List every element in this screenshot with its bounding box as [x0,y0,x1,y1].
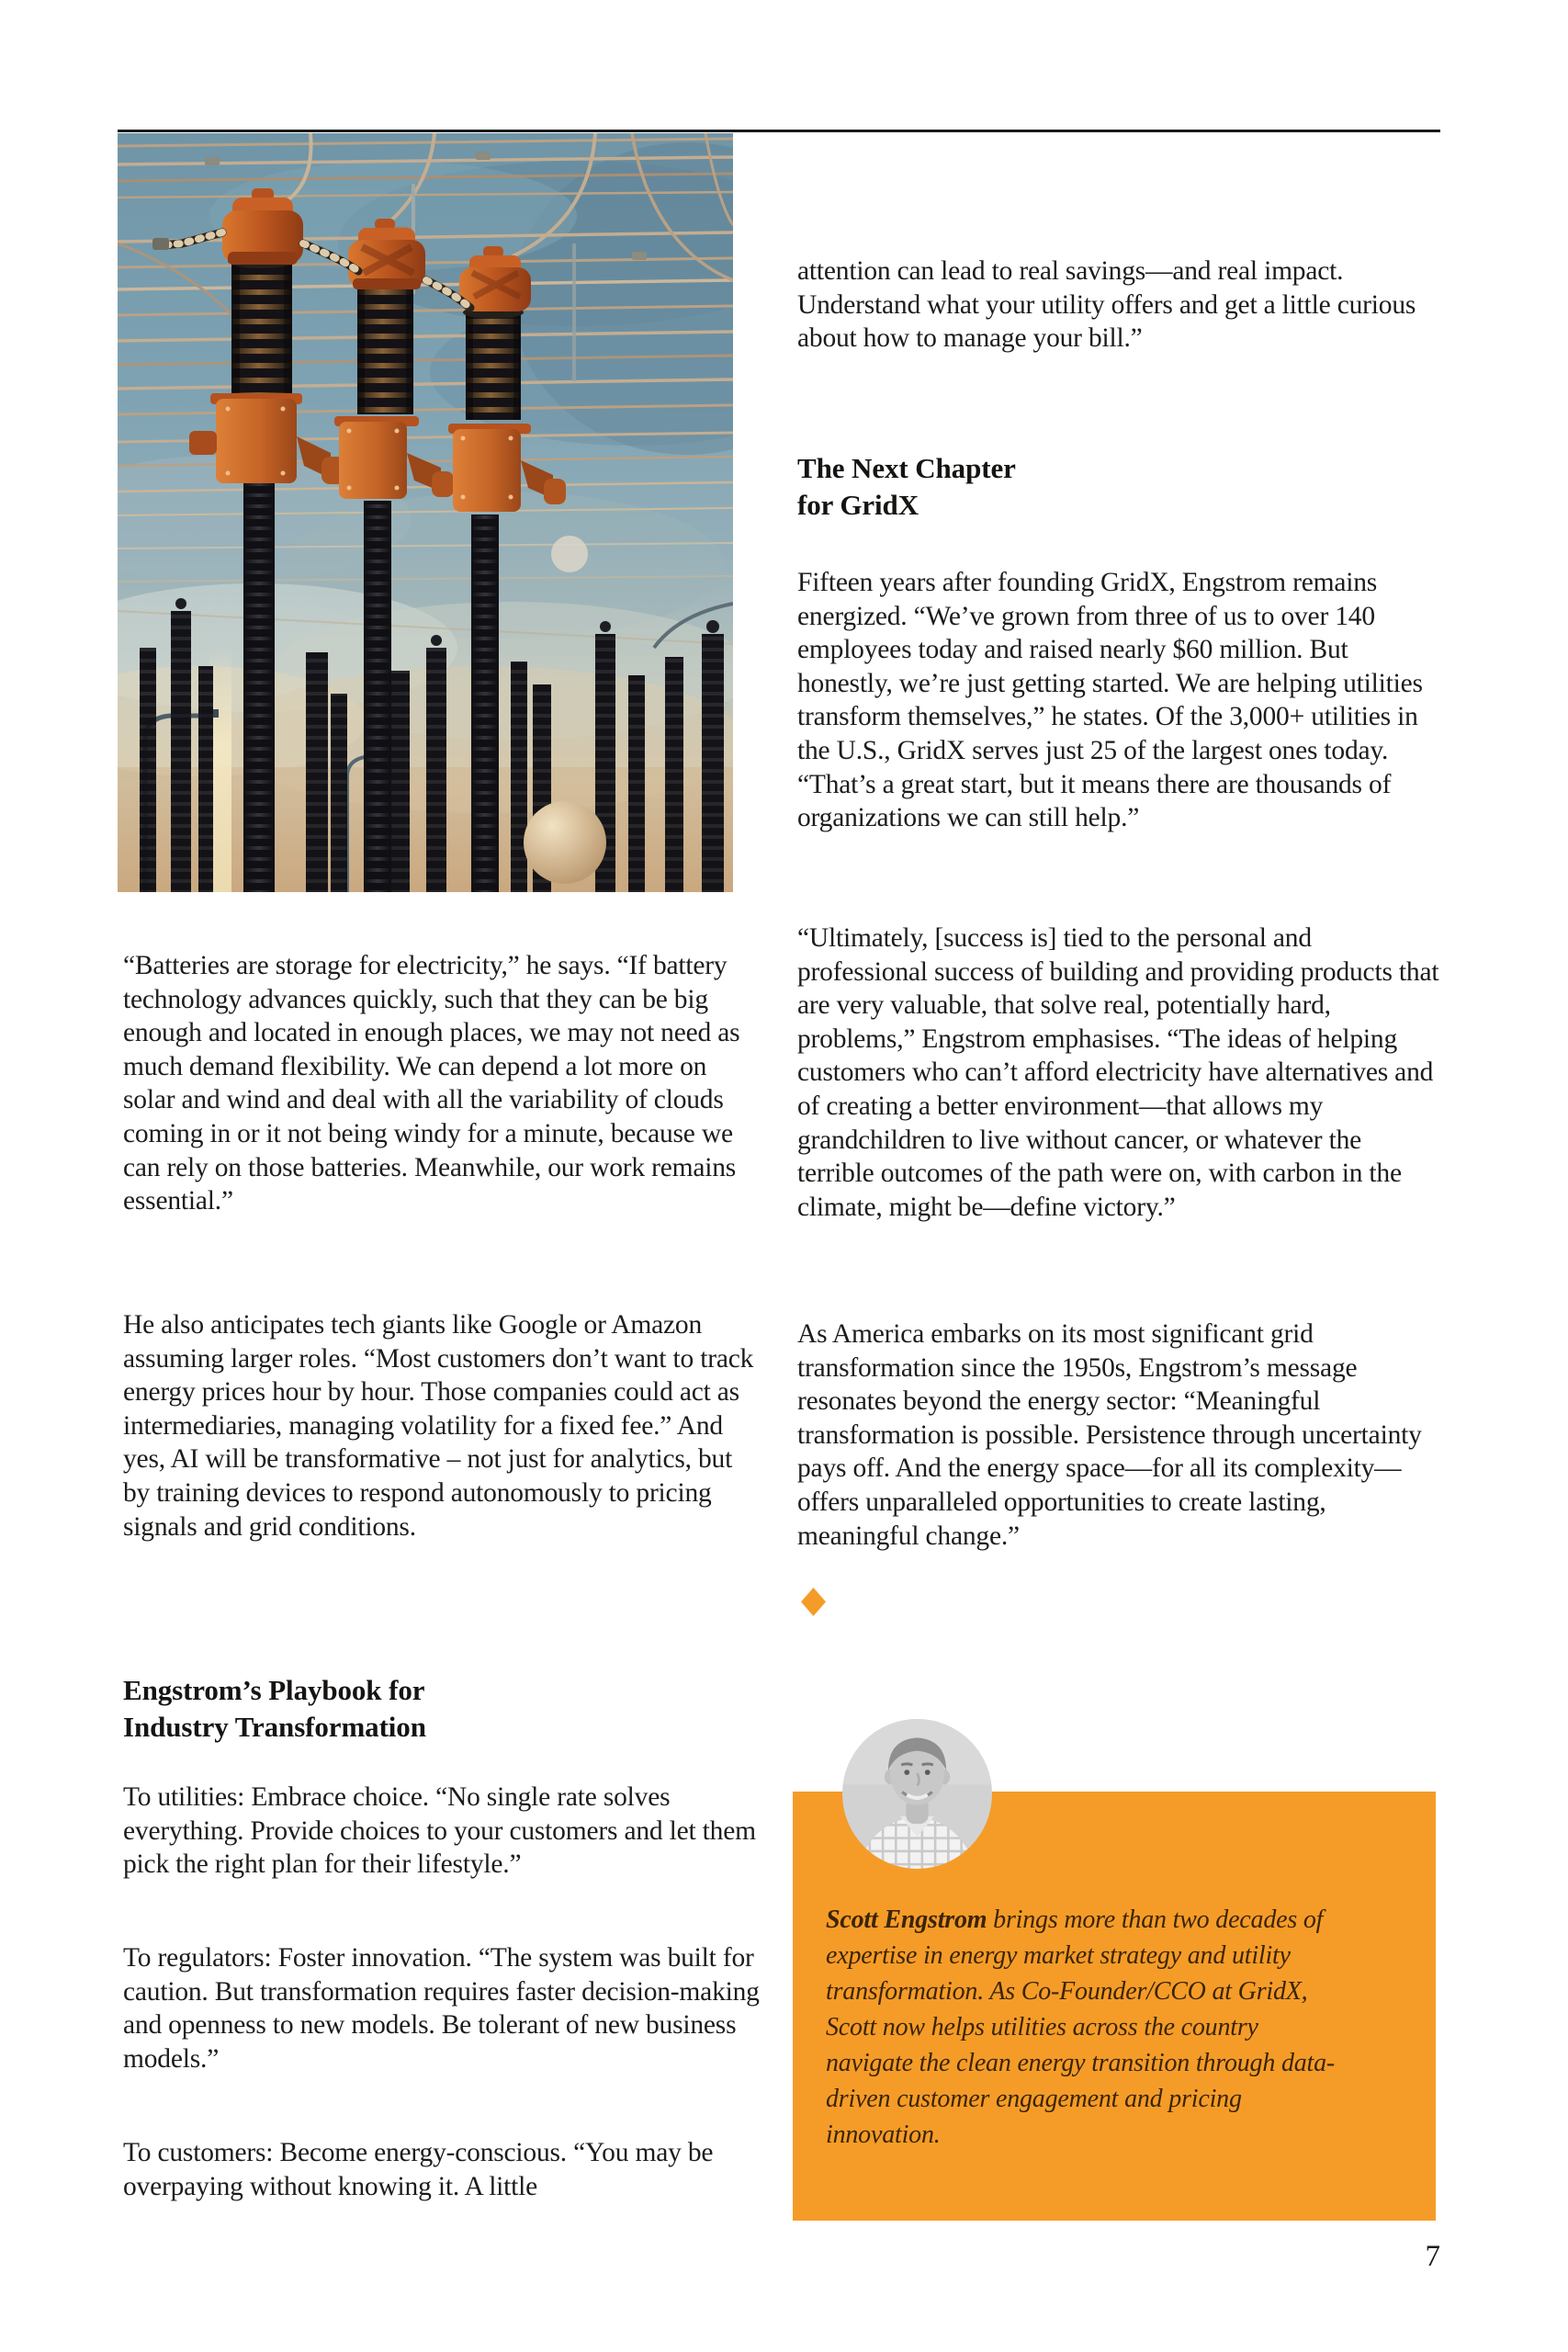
paragraph-to-utilities: To utilities: Embrace choice. “No single rate solves everything. Provide choices to your customers and let them pick the right plan for their lifestyle.” [123,1782,756,1880]
paragraph-to-regulators: To regulators: Foster innovation. “The system was built for caution. But transformation requires faster decision-making and openness to new models. Be tolerant of new business models.” [123,1943,760,2074]
paragraph-to-customers: To customers: Become energy-conscious. “You may be overpaying without knowing it. A little [123,2138,714,2201]
paragraph-continued: attention can lead to real savings—and real impact. Understand what your utility offers and get a little curious about how to manage your bill.” [797,256,1416,354]
heading-playbook-line2: Industry Transformation [123,1711,426,1743]
paragraph-tech-giants: He also anticipates tech giants like Google or Amazon assuming larger roles. “Most customers don’t want to track energy prices hour by hour. Those companies could act as intermediaries, managing volatility for a fixed fee.” And yes, AI will be transformative – not just for analytics, but by training devices to respond autonomously to pricing signals and grid conditions. [123,1310,754,1542]
heading-next-chapter [797,450,1442,524]
paragraph-fifteen-years: Fifteen years after founding GridX, Engstrom remains energized. “We’ve grown from three of us to over 140 employees today and raised nearly $60 million. But honestly, we’re just getting started. We are helping utilities transform themselves,” he states. Of the 3,000+ utilities in the U.S., GridX serves just 25 of the largest ones today. “That’s a great start, but it means there are thousands of organizations we can still help.” [797,568,1423,833]
bio-text [826,1902,1345,2153]
heading-next-chapter-line2: for GridX [797,489,919,521]
paragraph-as-america: As America embarks on its most significant grid transformation since the 1950s, Engstrom’s message resonates beyond the energy sector: “Meaningful transformation is possible. Persistence through uncertainty pays off. And the energy space—for all its complexity—offers unparalleled opportunities to create lasting, meaningful change.” [797,1319,1422,1551]
paragraph-ultimately: “Ultimately, [success is] tied to the personal and professional success of building and providing products that are very valuable, that solve real, potentially hard, problems,” Engstrom emphasises. “The ideas of helping customers who can’t afford electricity have alternatives and of creating a better environment—that allows my grandchildren to live without cancer, or whatever the terrible outcomes of the path were on, with carbon in the climate, might be—define victory.” [797,923,1439,1222]
bio-body: brings more than two decades of expertise in energy market strategy and utility transformation. As Co-Founder/CCO at GridX, Scott now helps utilities across the country navigate the clean energy transition through data-driven customer engagement and pricing innovation. [826,1905,1336,2149]
heading-playbook [123,1672,761,1746]
top-rule [118,130,1440,132]
paragraph-batteries: “Batteries are storage for electricity,” he says. “If battery technology advances quickly, such that they can be big enough and located in enough places, we may not need as much demand flexibility. We can depend a lot more on solar and wind and deal with all the variability of clouds coming in or it not being windy for a minute, because we can rely on those batteries. Meanwhile, our work remains essential.” [123,951,740,1216]
page-number: 7 [1425,2240,1440,2273]
portrait-illustration [842,1719,992,1869]
end-mark-diamond-icon [801,1588,826,1616]
heading-next-chapter-line1: The Next Chapter [797,452,1016,484]
heading-playbook-line1: Engstrom’s Playbook for [123,1674,425,1706]
substation-photo [118,133,733,892]
avatar [842,1719,992,1869]
bio-name: Scott Engstrom [826,1905,987,1934]
substation-photo-illustration [118,133,733,892]
